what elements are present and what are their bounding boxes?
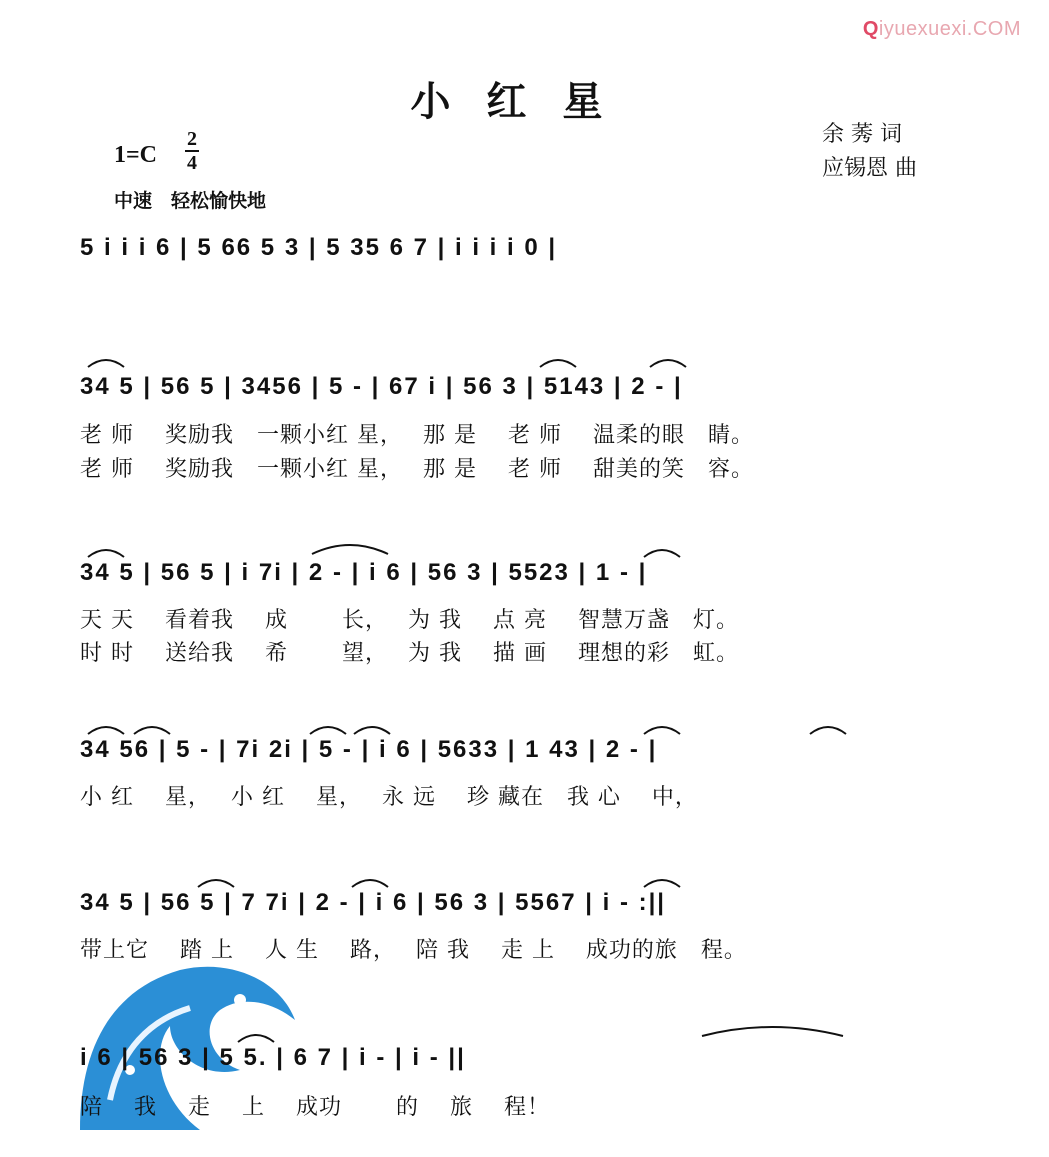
score-system-4 [80, 730, 980, 770]
lyricist-credit: 余 莠 词 [822, 122, 902, 147]
time-signature-bottom: 4 [187, 152, 197, 174]
score-system-6 [80, 1038, 980, 1078]
time-signature-top: 2 [187, 128, 197, 150]
score-system-2 [80, 367, 980, 407]
notes: 5 i i i 6 | 5 66 5 3 | 5 35 6 7 | i i i i 0 | [80, 234, 558, 261]
time-signature [184, 128, 200, 174]
watermark-q: Q [862, 18, 879, 40]
lyric-verse-1: 天 天 看着我 成 长， 为 我 点 亮 智慧万盏 灯。 [80, 608, 739, 633]
slur [700, 1022, 845, 1038]
composer-credit: 应锡恩 曲 [822, 156, 917, 181]
notes: 34 56 | 5 - | 7i 2i | 5 - | i 6 | 5633 | 1 43 | 2 - | [80, 736, 658, 763]
score-system-1 [80, 228, 980, 268]
lyric-verse-1: 陪 我 走 上 成功 的 旅 程！ [80, 1095, 550, 1120]
notes: 34 5 | 56 5 | 3456 | 5 - | 67 i | 56 3 | 5143 | 2 - | [80, 373, 683, 400]
lyric-verse-2: 时 时 送给我 希 望， 为 我 描 画 理想的彩 虹。 [80, 641, 739, 666]
watermark-domain: iyuexuexi.COM [878, 18, 1021, 40]
notes: 34 5 | 56 5 | 7 7i | 2 - | i 6 | 56 3 | 5567 | i - :|| [80, 889, 667, 916]
key-signature: 1=C [114, 142, 158, 168]
lyric-verse-1: 老 师 奖励我 一颗小红 星， 那 是 老 师 温柔的眼 睛。 [80, 423, 754, 448]
notes: i 6 | 56 3 | 5 5. | 6 7 | i - | i - || [80, 1044, 466, 1071]
watermark [863, 18, 1021, 41]
song-title: 小红星 [410, 78, 639, 125]
lyric-verse-1: 带上它 踏 上 人 生 路， 陪 我 走 上 成功的旅 程。 [80, 938, 747, 963]
score-system-5 [80, 883, 980, 923]
notes: 34 5 | 56 5 | i 7i | 2 - | i 6 | 56 3 | 5523 | 1 - | [80, 559, 648, 586]
score-system-3 [80, 553, 980, 593]
lyric-verse-1: 小 红 星， 小 红 星， 永 远 珍 藏在 我 心 中， [80, 785, 698, 810]
tempo-marking: 中速 轻松愉快地 [114, 190, 267, 212]
credits [822, 118, 917, 186]
lyric-verse-2: 老 师 奖励我 一颗小红 星， 那 是 老 师 甜美的笑 容。 [80, 457, 754, 482]
